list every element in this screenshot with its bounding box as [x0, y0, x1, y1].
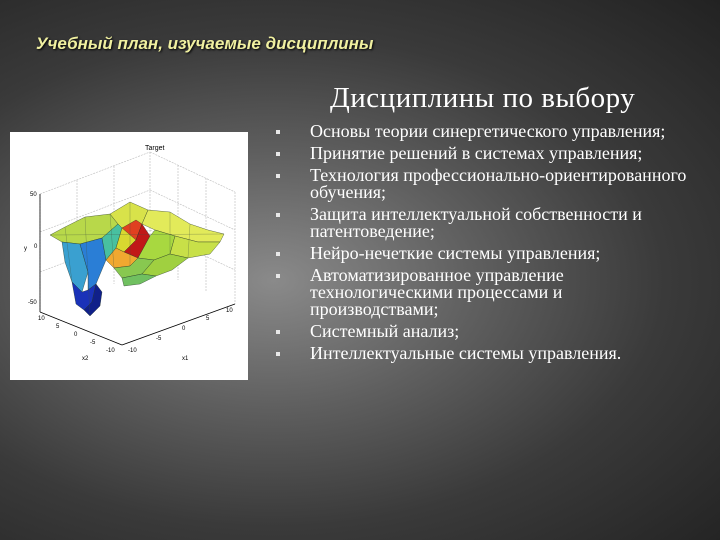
topic-list	[276, 123, 716, 367]
x1-tick: -5	[156, 336, 162, 342]
slide-title: Дисциплины по выбору	[330, 82, 636, 114]
list-item	[276, 167, 716, 201]
x2-tick: -5	[90, 340, 96, 346]
bullet-icon	[276, 130, 280, 134]
x2-axis-label: x2	[82, 356, 89, 362]
list-item	[276, 145, 716, 162]
surface-mesh	[50, 202, 224, 316]
x2-tick: 0	[74, 332, 78, 338]
x2-tick: 10	[38, 316, 45, 322]
bullet-icon	[276, 213, 280, 217]
list-item	[276, 323, 716, 340]
list-item	[276, 267, 716, 318]
bullet-icon	[276, 330, 280, 334]
z-tick: 0	[34, 244, 38, 250]
list-item	[276, 345, 716, 362]
z-tick: 50	[30, 192, 37, 198]
surface-plot	[10, 132, 248, 380]
x1-axis-label: x1	[182, 356, 189, 362]
x1-tick: 5	[206, 316, 210, 322]
slide-header: Учебный план, изучаемые дисциплины	[36, 34, 374, 53]
bullet-icon	[276, 252, 280, 256]
z-axis-label: y	[24, 246, 27, 252]
bullet-icon	[276, 174, 280, 178]
topic-text: Защита интеллектуальной собственности и патентоведение;	[310, 204, 642, 241]
topic-text: Интеллектуальные системы управления.	[310, 343, 622, 363]
list-item	[276, 245, 716, 262]
topic-text: Автоматизированное управление технологическими процессами и производствами;	[310, 265, 564, 319]
plot-title: Target	[145, 145, 165, 152]
surface-plot-figure	[10, 132, 248, 380]
x2-tick: -10	[106, 348, 115, 354]
x1-tick: -10	[128, 348, 137, 354]
z-tick: -50	[28, 300, 37, 306]
topic-text: Основы теории синергетического управления;	[310, 121, 666, 141]
list-item	[276, 206, 716, 240]
x1-tick: 10	[226, 308, 233, 314]
list-item	[276, 123, 716, 140]
x1-tick: 0	[182, 326, 186, 332]
bullet-icon	[276, 152, 280, 156]
bullet-icon	[276, 274, 280, 278]
bullet-icon	[276, 352, 280, 356]
topic-text: Системный анализ;	[310, 321, 460, 341]
topic-text: Принятие решений в системах управления;	[310, 143, 643, 163]
topic-text: Нейро-нечеткие системы управления;	[310, 243, 601, 263]
x2-tick: 5	[56, 324, 60, 330]
topic-text: Технология профессионально-ориентированного обучения;	[310, 165, 687, 202]
